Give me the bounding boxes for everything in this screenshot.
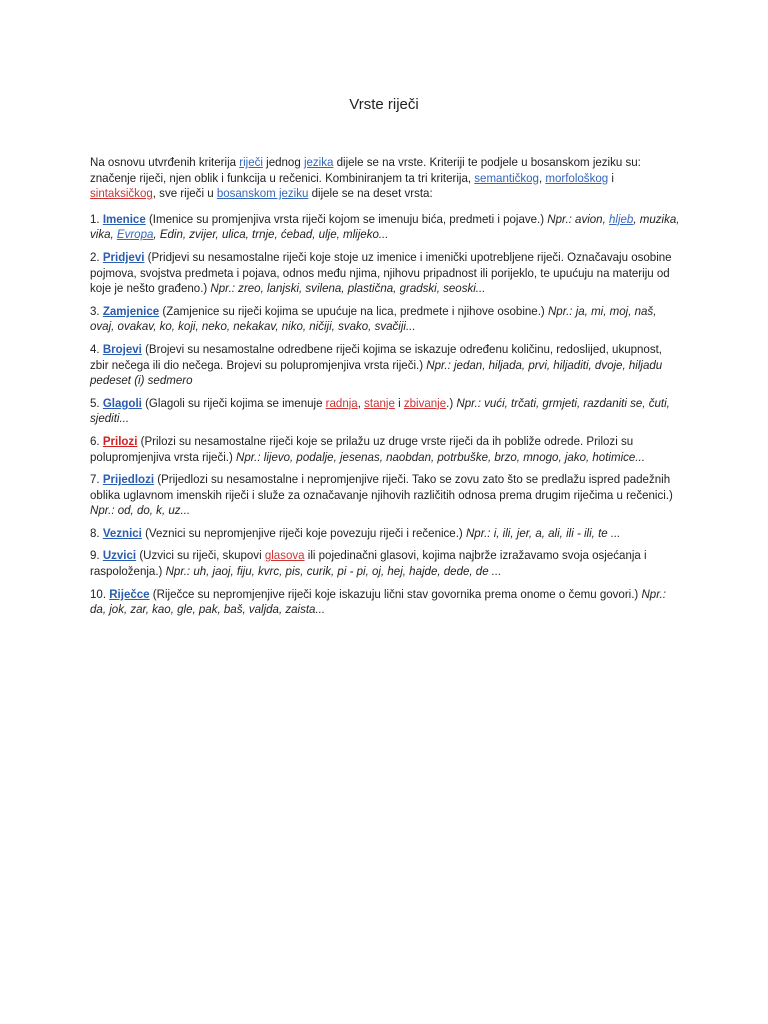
item-examples: , muzika, vika, xyxy=(90,211,680,242)
link-hljeb[interactable]: hljeb xyxy=(608,211,634,226)
list-item-glagoli xyxy=(90,396,680,427)
item-examples: Npr.: od, do, k, uz... xyxy=(90,503,191,518)
intro-text: , xyxy=(538,170,546,185)
item-definition: (Prijedlozi su nesamostalne i nepromjenjive riječi. Tako se zovu zato što se predlažu ispred padežnih oblika uglavnom imenskih riječi i služe za označavanje njihovih različitih odnosa prema drugim riječima u rečenici.) xyxy=(90,472,673,502)
item-number: 1. xyxy=(90,211,103,226)
item-number: 10. xyxy=(90,586,110,601)
link-evropa[interactable]: Evropa xyxy=(116,227,154,242)
item-definition: (Glagoli su riječi kojima se imenuje xyxy=(141,395,326,410)
link-rijeci[interactable]: riječi xyxy=(239,155,263,169)
link-uzvici[interactable]: Uzvici xyxy=(102,548,137,563)
item-examples: Npr.: ja, mi, moj, naš, ovaj, ovakav, ko, koji, neko, nekakav, niko, ničiji, svako, svačiji... xyxy=(90,303,657,334)
link-veznici[interactable]: Veznici xyxy=(102,525,142,540)
item-number: 8. xyxy=(90,525,103,540)
list-item-prilozi xyxy=(90,434,680,465)
item-number: 3. xyxy=(90,303,103,318)
item-definition: i xyxy=(394,395,404,410)
list-item-rijecce xyxy=(90,587,680,618)
item-definition: , xyxy=(357,395,365,410)
link-glagoli[interactable]: Glagoli xyxy=(102,395,142,410)
item-number: 5. xyxy=(90,395,103,410)
link-brojevi[interactable]: Brojevi xyxy=(102,341,142,356)
link-zbivanje[interactable]: zbivanje xyxy=(403,395,447,410)
item-examples: Npr.: da, jok, zar, kao, gle, pak, baš, valjda, zaista... xyxy=(90,586,667,617)
link-semantickog[interactable]: semantičkog xyxy=(474,170,539,185)
item-definition: (Imenice su promjenjiva vrsta riječi kojom se imenuju bića, predmeti i pojave.) xyxy=(145,211,548,226)
intro-text: jednog xyxy=(262,155,304,169)
link-sintaksickog[interactable]: sintaksičkog xyxy=(90,186,153,201)
link-jezika[interactable]: jezika xyxy=(303,155,334,169)
item-number: 4. xyxy=(90,341,103,356)
link-zamjenice[interactable]: Zamjenice xyxy=(102,303,160,318)
item-examples: Npr.: vući, trčati, grmjeti, razdaniti se, čuti, sjediti... xyxy=(90,395,670,426)
link-bosanskom-jeziku[interactable]: bosanskom jeziku xyxy=(216,186,309,201)
item-examples: , Edin, zvijer, ulica, trnje, ćebad, ulje, mlijeko... xyxy=(153,227,389,242)
item-definition: (Pridjevi su nesamostalne riječi koje stoje uz imenice i imenički upotrebljene riječi. Označavaju osobine pojmova, svojstva predmeta i pojava, odnos među njima, njihovu pripadnost ili porijeklo, te upućuju na materiju od koje je nešto građeno.) xyxy=(90,249,672,296)
link-prijedlozi[interactable]: Prijedlozi xyxy=(102,472,155,487)
link-morfoloskog[interactable]: morfološkog xyxy=(545,170,609,185)
item-examples: Npr.: avion, xyxy=(547,211,609,226)
intro-text: dijele se na vrste. Kriteriji te podjele u bosanskom jeziku su: značenje riječi, njen oblik i funkcija u rečenici. Kombiniranjem ta tri kriterija, xyxy=(90,155,641,185)
item-examples: Npr.: jedan, hiljada, prvi, hiljaditi, dvoje, hiljadu pedeset (i) sedmero xyxy=(90,357,663,388)
intro-paragraph xyxy=(90,155,680,202)
link-prilozi[interactable]: Prilozi xyxy=(102,433,138,448)
list-item-prijedlozi xyxy=(90,472,680,519)
intro-text: i xyxy=(608,170,614,185)
item-definition: ili pojedinačni glasovi, kojima najbrže izražavamo svoja osjećanja i raspoloženja.) xyxy=(90,548,647,579)
item-examples: Npr.: i, ili, jer, a, ali, ili - ili, te ... xyxy=(465,525,621,540)
list-item-zamjenice xyxy=(90,304,680,335)
item-definition: (Veznici su nepromjenjive riječi koje povezuju riječi i rečenice.) xyxy=(141,525,466,540)
link-imenice[interactable]: Imenice xyxy=(102,211,146,226)
item-definition: (Brojevi su nesamostalne odredbene riječi kojima se iskazuje određenu količinu, redoslijed, ukupnost, zbir nečega ili dio nečega. Brojevi su polupromjenjiva vrsta riječi.) xyxy=(90,341,663,372)
item-number: 7. xyxy=(90,472,103,487)
item-number: 2. xyxy=(90,249,103,264)
item-definition: (Prilozi su nesamostalne riječi koje se prilažu uz druge vrste riječi da ih pobliže odrede. Prilozi su polupromjenjiva vrsta riječi.) xyxy=(90,433,634,464)
intro-text: dijele se na deset vrsta: xyxy=(308,186,433,201)
link-pridjevi[interactable]: Pridjevi xyxy=(102,249,145,264)
link-glasova[interactable]: glasova xyxy=(264,548,305,563)
list-item-pridjevi xyxy=(90,250,680,297)
item-definition: (Uzvici su riječi, skupovi xyxy=(136,548,265,563)
item-definition: (Riječce su nepromjenjive riječi koje iskazuju lični stav govornika prema onome o čemu govori.) xyxy=(149,586,642,601)
list-item-veznici xyxy=(90,526,680,542)
item-definition: (Zamjenice su riječi kojima se upućuje na lica, predmete i njihove osobine.) xyxy=(159,303,548,318)
link-radnja[interactable]: radnja xyxy=(325,395,358,410)
list-item-imenice xyxy=(90,212,680,243)
list-item-brojevi xyxy=(90,342,680,389)
item-number: 9. xyxy=(90,548,103,563)
item-number: 6. xyxy=(90,433,103,448)
intro-text: Na osnovu utvrđenih kriterija xyxy=(90,155,240,169)
link-rijecce[interactable]: Riječce xyxy=(109,586,150,601)
item-examples: Npr.: lijevo, podalje, jesenas, naobdan, potrbuške, brzo, mnogo, jako, hotimice... xyxy=(236,449,645,464)
item-definition: .) xyxy=(446,395,457,410)
list-item-uzvici xyxy=(90,548,680,579)
document-content xyxy=(90,155,680,625)
intro-text: , sve riječi u xyxy=(152,186,217,201)
item-examples: Npr.: uh, jaoj, fiju, kvrc, pis, curik, pi - pi, oj, hej, hajde, dede, de ... xyxy=(165,564,502,579)
link-stanje[interactable]: stanje xyxy=(364,395,395,410)
page-title: Vrste riječi xyxy=(349,96,419,113)
item-examples: Npr.: zreo, lanjski, svilena, plastična, gradski, seoski... xyxy=(210,281,486,296)
